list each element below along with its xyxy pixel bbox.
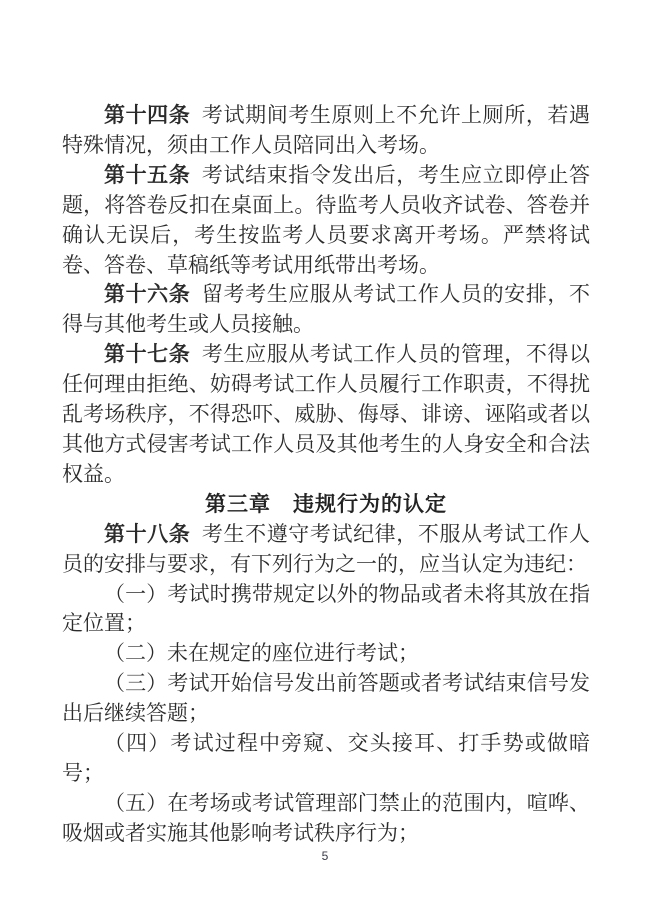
page-number: 5 [321, 849, 329, 863]
article-paragraph [62, 340, 590, 490]
chapter-heading: 第三章 违规行为的认定 [205, 492, 447, 516]
article-text: 考生应服从考试工作人员的管理，不得以任何理由拒绝、妨碍考试工作人员履行工作职责，不得扰乱考场秩序，不得恐吓、威胁、侮辱、诽谤、诬陷或者以其他方式侵害考试工作人员及其他考生的人身安全和合法权益。 [62, 342, 591, 486]
article-number: 第十六条 [104, 282, 191, 307]
article-paragraph [62, 520, 590, 580]
article-paragraph [62, 101, 590, 161]
list-item-paragraph: （四）考试过程中旁窥、交头接耳、打手势或做暗号； [62, 731, 590, 785]
article-paragraph [62, 161, 590, 281]
list-item-paragraph: （一）考试时携带规定以外的物品或者未将其放在指定位置； [62, 581, 590, 636]
article-number: 第十七条 [104, 342, 191, 367]
article-text: 考试结束指令发出后，考生应立即停止答题，将答卷反扣在桌面上。待监考人员收齐试卷、答卷并确认无误后，考生按监考人员要求离开考场。严禁将试卷、答卷、草稿纸等考试用纸带出考场。 [62, 162, 591, 277]
list-item-paragraph: （二）未在规定的座位进行考试； [104, 641, 419, 666]
document-body [62, 101, 590, 849]
page-footer [0, 847, 650, 865]
article-number: 第十八条 [104, 521, 191, 546]
article-paragraph [62, 280, 590, 340]
article-text: 考生不遵守考试纪律，不服从考试工作人员的安排与要求，有下列行为之一的，应当认定为违纪： [62, 521, 591, 576]
article-number: 第十四条 [104, 103, 191, 127]
article-text: 考试期间考生原则上不允许上厕所，若遇特殊情况，须由工作人员陪同出入考场。 [62, 103, 591, 157]
list-item-paragraph: （五）在考场或考试管理部门禁止的范围内，喧哗、吸烟或者实施其他影响考试秩序行为； [62, 790, 590, 845]
article-number: 第十五条 [104, 162, 191, 187]
list-item-paragraph: （三）考试开始信号发出前答题或者考试结束信号发出后继续答题； [62, 671, 590, 726]
article-text: 留考考生应服从考试工作人员的安排，不得与其他考生或人员接触。 [62, 282, 591, 337]
